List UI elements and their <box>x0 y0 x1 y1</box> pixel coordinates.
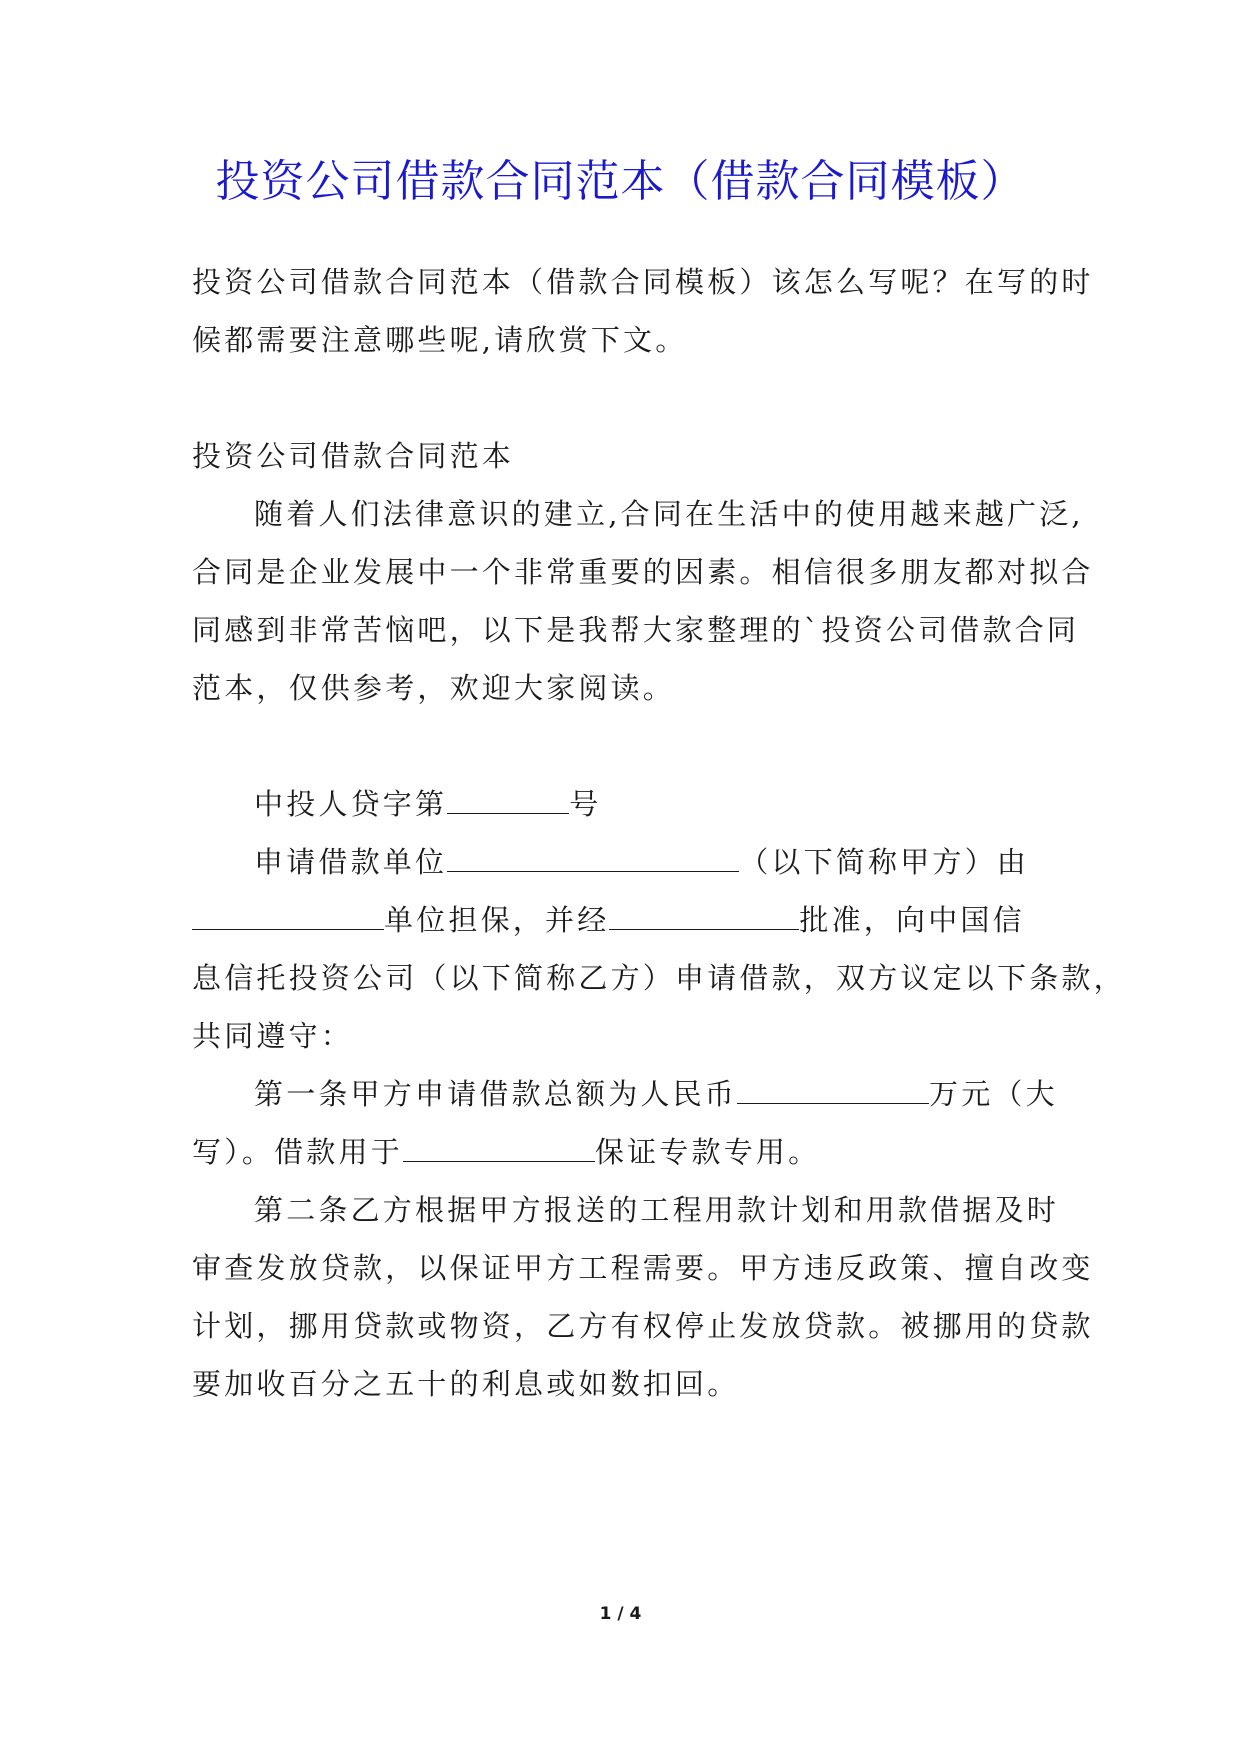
para1-line-4: 范本，仅供参考，欢迎大家阅读。 <box>192 671 676 705</box>
article-2-line-4: 要加收百分之五十的利息或如数扣回。 <box>192 1367 740 1401</box>
article-1-prefix: 第一条甲方申请借款总额为人民币 <box>254 1077 738 1111</box>
contract-number-line <box>254 784 1124 824</box>
contract-number-prefix: 中投人贷字第 <box>254 787 448 821</box>
observe-line: 共同遵守： <box>192 1019 354 1053</box>
loan-amount-blank <box>737 1077 929 1104</box>
article-1-suffix: 万元（大 <box>929 1077 1058 1111</box>
document-title: 投资公司借款合同范本（借款合同模板） <box>215 156 1026 207</box>
applicant-prefix: 申请借款单位 <box>254 845 448 879</box>
article-2-line-3: 计划，挪用贷款或物资，乙方有权停止发放贷款。被挪用的贷款 <box>192 1309 1094 1343</box>
applicant-blank <box>447 845 739 872</box>
guarantor-line <box>192 900 1062 940</box>
contract-number-blank <box>447 787 569 814</box>
guarantor-mid: 单位担保，并经 <box>384 903 610 937</box>
article-2-line-2: 审查发放贷款，以保证甲方工程需要。甲方违反政策、擅自改变 <box>192 1251 1094 1285</box>
para1-line-3: 同感到非常苦恼吧，以下是我帮大家整理的`投资公司借款合同 <box>192 613 1080 647</box>
approver-blank <box>609 903 799 930</box>
loan-purpose-blank <box>403 1135 595 1162</box>
guarantor-blank <box>192 903 384 930</box>
article-2-line-1: 第二条乙方根据甲方报送的工程用款计划和用款借据及时 <box>254 1193 1060 1227</box>
page-indicator: 1 / 4 <box>599 1604 642 1624</box>
lender-line: 息信托投资公司（以下简称乙方）申请借款，双方议定以下条款， <box>192 961 1126 995</box>
section-heading: 投资公司借款合同范本 <box>192 439 515 473</box>
intro-line-2: 候都需要注意哪些呢,请欣赏下文。 <box>192 323 688 357</box>
applicant-line <box>254 842 1124 882</box>
para1-line-1: 随着人们法律意识的建立,合同在生活中的使用越来越广泛, <box>254 497 1084 531</box>
contract-number-suffix: 号 <box>569 787 602 821</box>
applicant-suffix: （以下简称甲方）由 <box>739 845 1030 879</box>
article-1-line-1 <box>254 1074 1124 1114</box>
intro-line-1: 投资公司借款合同范本（借款合同模板）该怎么写呢？在写的时 <box>192 265 1094 299</box>
article-1-l2-prefix: 写）。借款用于 <box>192 1135 403 1169</box>
guarantor-suffix: 批准，向中国信 <box>799 903 1025 937</box>
article-1-l2-suffix: 保证专款专用。 <box>594 1135 821 1169</box>
article-1-line-2 <box>192 1132 1062 1172</box>
para1-line-2: 合同是企业发展中一个非常重要的因素。相信很多朋友都对拟合 <box>192 555 1094 589</box>
